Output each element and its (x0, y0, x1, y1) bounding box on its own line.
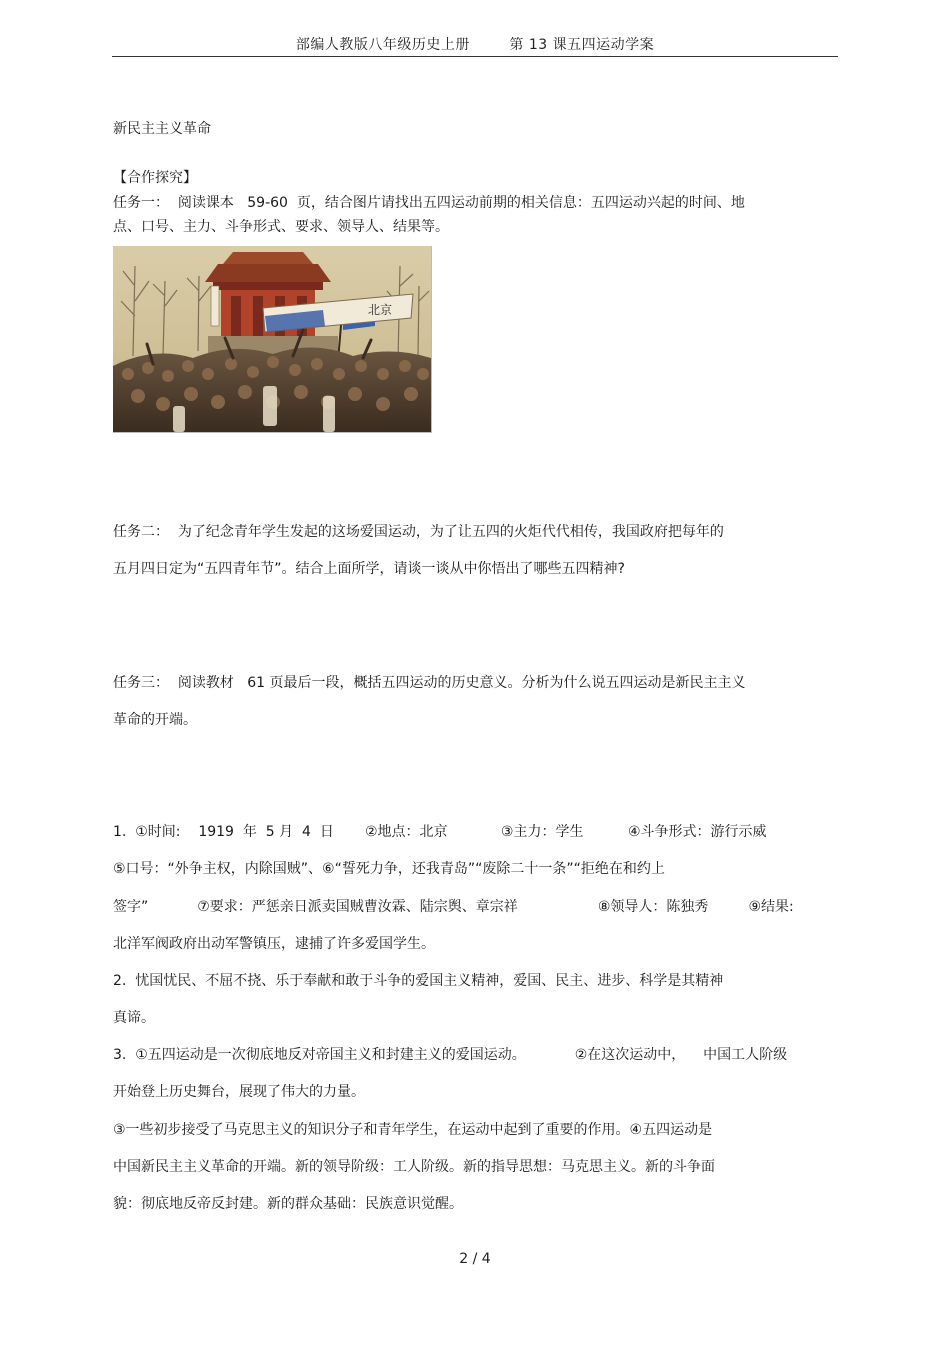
task2-line-1: 任务二： 为了纪念青年学生发起的这场爱国运动，为了让五四的火炬代代相传，我国政府把每年的 (113, 524, 724, 540)
task1-line-1: 任务一： 阅读课本 59-60 页，结合图片请找出五四运动前期的相关信息：五四运动兴起的时间、地 (113, 195, 745, 211)
answer-line: 开始登上历史舞台，展现了伟大的力量。 (113, 1084, 365, 1100)
task3-line-1: 任务三： 阅读教材 61 页最后一段，概括五四运动的历史意义。分析为什么说五四运动是新民主主义 (113, 675, 746, 691)
answer-line: ⑤口号：“外争主权，内除国贼”、⑥“誓死力争，还我青岛”“废除二十一条”“拒绝在和约上 (113, 861, 665, 877)
answer-line: 签字” ⑦要求：严惩亲日派卖国贼曹汝霖、陆宗舆、章宗祥 ⑧领导人：陈独秀 ⑨结果: (113, 899, 794, 915)
header-divider (112, 56, 838, 57)
answer-line: 真谛。 (113, 1010, 155, 1026)
page-header-title: 部编人教版八年级历史上册 第 13 课五四运动学案 (295, 37, 655, 53)
answer-line: 3. ①五四运动是一次彻底地反对帝国主义和封建主义的爱国运动。 ②在这次运动中， 中国工人阶级 (113, 1047, 788, 1063)
answer-line: 貌：彻底地反帝反封建。新的群众基础：民族意识觉醒。 (113, 1196, 463, 1212)
page-number: 2 / 4 (459, 1251, 491, 1267)
answer-line: ③一些初步接受了马克思主义的知识分子和青年学生，在运动中起到了重要的作用。④五四运动是 (113, 1122, 713, 1138)
answer-line: 2. 忧国忧民、不屈不挠、乐于奉献和敢于斗争的爱国主义精神，爱国、民主、进步、科学是其精神 (113, 973, 724, 989)
section-heading: 新民主主义革命 (113, 121, 211, 137)
task3-line-2: 革命的开端。 (113, 712, 197, 728)
banner-text: 北京 (368, 303, 393, 317)
answer-line: 中国新民主主义革命的开端。新的领导阶级：工人阶级。新的指导思想：马克思主义。新的斗争面 (113, 1159, 715, 1175)
cooperation-heading: 【合作探究】 (113, 170, 197, 186)
task1-line-2: 点、口号、主力、斗争形式、要求、领导人、结果等。 (113, 219, 449, 235)
answer-line: 北洋军阀政府出动军警镇压，逮捕了许多爱国学生。 (113, 936, 435, 952)
may-fourth-movement-illustration (113, 246, 432, 433)
task2-line-2: 五月四日定为“五四青年节”。结合上面所学，请谈一谈从中你悟出了哪些五四精神? (113, 561, 625, 577)
answer-line: 1. ①时间: 1919 年 5 月 4 日 ②地点：北京 ③主力：学生 ④斗争形式：游行示威 (113, 824, 767, 840)
